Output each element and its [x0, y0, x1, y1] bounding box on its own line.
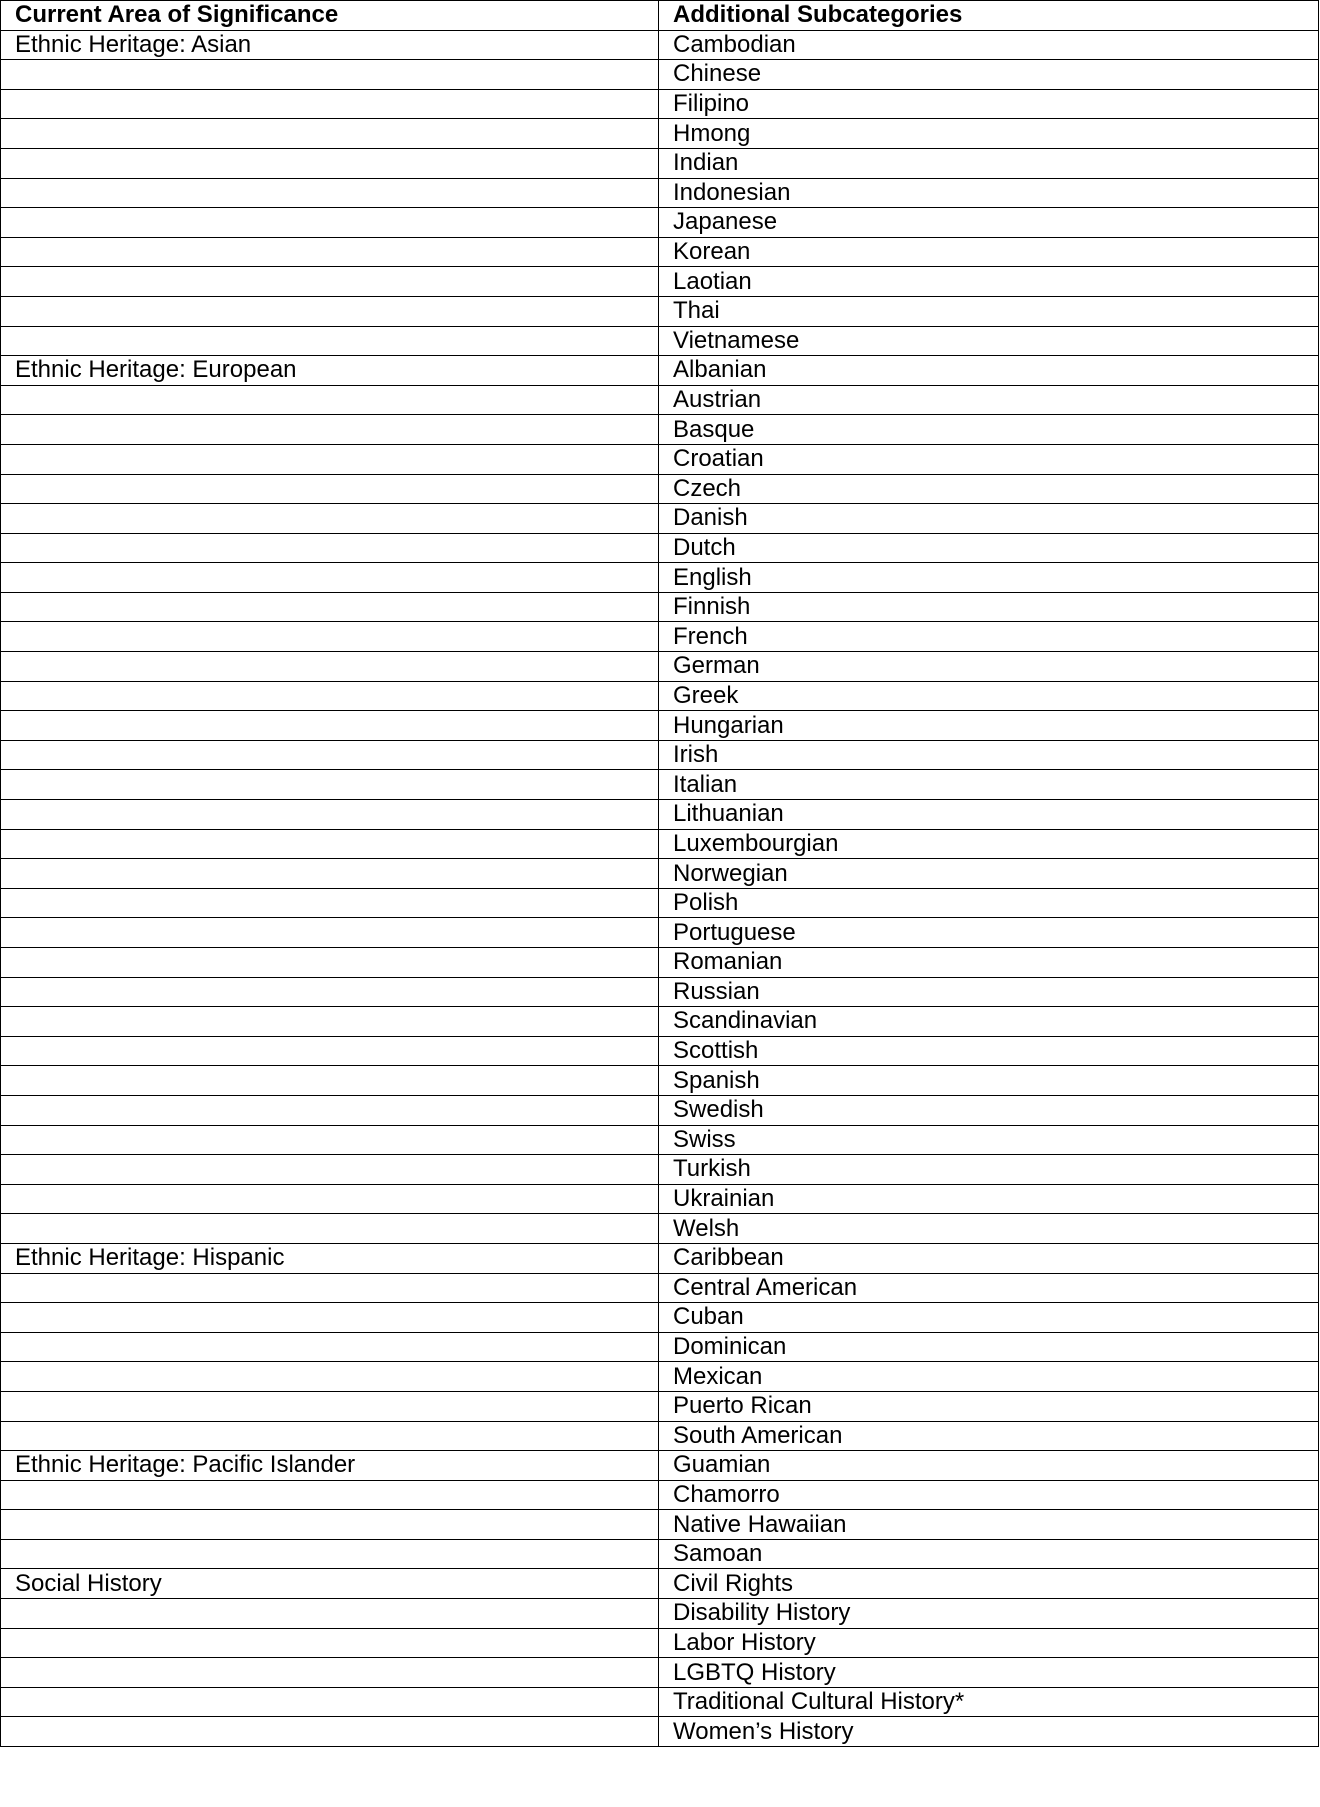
subcategory-cell: Albanian — [659, 356, 1319, 386]
table-row — [1, 977, 1319, 1007]
area-cell — [1, 208, 659, 238]
table-row — [1, 948, 1319, 978]
table-row — [1, 415, 1319, 445]
subcategory-cell: Russian — [659, 977, 1319, 1007]
area-cell — [1, 1184, 659, 1214]
area-cell — [1, 474, 659, 504]
table-row — [1, 1007, 1319, 1037]
area-cell — [1, 1125, 659, 1155]
area-cell — [1, 918, 659, 948]
table-row — [1, 1214, 1319, 1244]
table-row — [1, 474, 1319, 504]
table-row — [1, 267, 1319, 297]
subcategory-cell: Irish — [659, 740, 1319, 770]
column-header-subcategory: Additional Subcategories — [659, 1, 1319, 31]
table-row — [1, 178, 1319, 208]
subcategory-cell: English — [659, 563, 1319, 593]
area-cell — [1, 948, 659, 978]
area-cell — [1, 148, 659, 178]
subcategory-cell: Austrian — [659, 385, 1319, 415]
area-cell — [1, 563, 659, 593]
table-row — [1, 592, 1319, 622]
subcategory-cell: Indonesian — [659, 178, 1319, 208]
area-cell — [1, 1539, 659, 1569]
area-cell — [1, 888, 659, 918]
subcategory-cell: Croatian — [659, 444, 1319, 474]
subcategory-cell: Disability History — [659, 1599, 1319, 1629]
table-row — [1, 1687, 1319, 1717]
area-cell — [1, 859, 659, 889]
subcategory-cell: Finnish — [659, 592, 1319, 622]
subcategory-cell: Vietnamese — [659, 326, 1319, 356]
area-cell — [1, 1362, 659, 1392]
table-row — [1, 859, 1319, 889]
table-row — [1, 208, 1319, 238]
table-row — [1, 1036, 1319, 1066]
subcategory-cell: Dominican — [659, 1332, 1319, 1362]
area-cell — [1, 1480, 659, 1510]
subcategory-cell: South American — [659, 1421, 1319, 1451]
subcategory-cell: Norwegian — [659, 859, 1319, 889]
subcategory-cell: Cambodian — [659, 30, 1319, 60]
subcategory-cell: Swedish — [659, 1095, 1319, 1125]
area-cell — [1, 1628, 659, 1658]
subcategory-cell: Filipino — [659, 89, 1319, 119]
subcategory-cell: Thai — [659, 296, 1319, 326]
table-row — [1, 1184, 1319, 1214]
area-cell — [1, 385, 659, 415]
table-row — [1, 1599, 1319, 1629]
area-cell — [1, 1095, 659, 1125]
area-cell — [1, 444, 659, 474]
table-row — [1, 30, 1319, 60]
subcategory-cell: Swiss — [659, 1125, 1319, 1155]
table-header-row — [1, 1, 1319, 31]
area-cell — [1, 829, 659, 859]
subcategory-cell: Luxembourgian — [659, 829, 1319, 859]
subcategory-cell: Danish — [659, 504, 1319, 534]
table-row — [1, 1332, 1319, 1362]
table-row — [1, 1628, 1319, 1658]
subcategory-cell: Native Hawaiian — [659, 1510, 1319, 1540]
subcategory-cell: Scottish — [659, 1036, 1319, 1066]
area-cell: Social History — [1, 1569, 659, 1599]
table-body — [1, 30, 1319, 1746]
subcategory-cell: Laotian — [659, 267, 1319, 297]
area-cell — [1, 533, 659, 563]
area-cell — [1, 1421, 659, 1451]
area-cell: Ethnic Heritage: Asian — [1, 30, 659, 60]
subcategory-cell: Dutch — [659, 533, 1319, 563]
table-row — [1, 296, 1319, 326]
area-cell — [1, 1007, 659, 1037]
subcategory-cell: Korean — [659, 237, 1319, 267]
subcategory-cell: Greek — [659, 681, 1319, 711]
area-cell — [1, 89, 659, 119]
area-cell — [1, 1066, 659, 1096]
table-row — [1, 1717, 1319, 1747]
subcategory-cell: Labor History — [659, 1628, 1319, 1658]
area-cell — [1, 711, 659, 741]
table-row — [1, 652, 1319, 682]
area-cell — [1, 592, 659, 622]
area-cell — [1, 1510, 659, 1540]
table-row — [1, 1303, 1319, 1333]
table-row — [1, 533, 1319, 563]
subcategory-cell: Portuguese — [659, 918, 1319, 948]
area-cell — [1, 1036, 659, 1066]
table-row — [1, 444, 1319, 474]
area-cell — [1, 622, 659, 652]
subcategory-cell: Italian — [659, 770, 1319, 800]
table-row — [1, 1658, 1319, 1688]
area-cell — [1, 1391, 659, 1421]
area-cell: Ethnic Heritage: European — [1, 356, 659, 386]
area-cell — [1, 1332, 659, 1362]
area-cell — [1, 1155, 659, 1185]
table-row — [1, 740, 1319, 770]
table-row — [1, 711, 1319, 741]
area-cell — [1, 1658, 659, 1688]
area-cell — [1, 800, 659, 830]
subcategory-cell: Lithuanian — [659, 800, 1319, 830]
table-row — [1, 237, 1319, 267]
table-row — [1, 119, 1319, 149]
subcategory-cell: Guamian — [659, 1451, 1319, 1481]
table-row — [1, 1421, 1319, 1451]
table-row — [1, 888, 1319, 918]
table-row — [1, 60, 1319, 90]
table-row — [1, 148, 1319, 178]
area-cell — [1, 1687, 659, 1717]
table-row — [1, 385, 1319, 415]
subcategory-cell: German — [659, 652, 1319, 682]
area-cell — [1, 267, 659, 297]
subcategory-cell: Cuban — [659, 1303, 1319, 1333]
subcategory-cell: Chinese — [659, 60, 1319, 90]
subcategory-cell: Basque — [659, 415, 1319, 445]
area-cell — [1, 1214, 659, 1244]
table-row — [1, 1451, 1319, 1481]
subcategory-cell: Traditional Cultural History* — [659, 1687, 1319, 1717]
table-row — [1, 918, 1319, 948]
table-row — [1, 1510, 1319, 1540]
subcategory-cell: LGBTQ History — [659, 1658, 1319, 1688]
area-cell — [1, 1273, 659, 1303]
area-cell — [1, 178, 659, 208]
subcategory-cell: Romanian — [659, 948, 1319, 978]
table-row — [1, 1125, 1319, 1155]
table-row — [1, 1155, 1319, 1185]
table-row — [1, 800, 1319, 830]
area-cell: Ethnic Heritage: Pacific Islander — [1, 1451, 659, 1481]
subcategory-cell: Puerto Rican — [659, 1391, 1319, 1421]
subcategory-cell: Civil Rights — [659, 1569, 1319, 1599]
subcategory-cell: Hmong — [659, 119, 1319, 149]
area-cell — [1, 977, 659, 1007]
area-cell — [1, 681, 659, 711]
table-row — [1, 89, 1319, 119]
table-row — [1, 563, 1319, 593]
subcategory-cell: Chamorro — [659, 1480, 1319, 1510]
table-row — [1, 622, 1319, 652]
table-row — [1, 1391, 1319, 1421]
subcategory-cell: Mexican — [659, 1362, 1319, 1392]
table-row — [1, 1539, 1319, 1569]
table-row — [1, 1273, 1319, 1303]
table-row — [1, 829, 1319, 859]
table-row — [1, 1362, 1319, 1392]
subcategory-cell: Central American — [659, 1273, 1319, 1303]
table-row — [1, 1066, 1319, 1096]
subcategory-cell: Turkish — [659, 1155, 1319, 1185]
subcategory-cell: Hungarian — [659, 711, 1319, 741]
subcategory-cell: Women’s History — [659, 1717, 1319, 1747]
subcategory-cell: Ukrainian — [659, 1184, 1319, 1214]
area-cell — [1, 770, 659, 800]
subcategory-cell: Japanese — [659, 208, 1319, 238]
area-cell — [1, 119, 659, 149]
area-cell — [1, 296, 659, 326]
subcategory-cell: Spanish — [659, 1066, 1319, 1096]
subcategory-cell: Samoan — [659, 1539, 1319, 1569]
subcategory-cell: Polish — [659, 888, 1319, 918]
table-row — [1, 1569, 1319, 1599]
subcategory-cell: Czech — [659, 474, 1319, 504]
table-row — [1, 1480, 1319, 1510]
area-cell — [1, 740, 659, 770]
area-cell: Ethnic Heritage: Hispanic — [1, 1243, 659, 1273]
area-cell — [1, 1303, 659, 1333]
area-cell — [1, 652, 659, 682]
table-row — [1, 1243, 1319, 1273]
column-header-area: Current Area of Significance — [1, 1, 659, 31]
subcategory-cell: Scandinavian — [659, 1007, 1319, 1037]
area-cell — [1, 1599, 659, 1629]
subcategory-cell: Welsh — [659, 1214, 1319, 1244]
subcategory-cell: Indian — [659, 148, 1319, 178]
table-row — [1, 770, 1319, 800]
table-row — [1, 504, 1319, 534]
area-cell — [1, 60, 659, 90]
table-row — [1, 1095, 1319, 1125]
table-row — [1, 681, 1319, 711]
area-cell — [1, 326, 659, 356]
table-row — [1, 326, 1319, 356]
area-cell — [1, 415, 659, 445]
area-cell — [1, 1717, 659, 1747]
area-cell — [1, 504, 659, 534]
subcategory-cell: French — [659, 622, 1319, 652]
table-row — [1, 356, 1319, 386]
subcategory-cell: Caribbean — [659, 1243, 1319, 1273]
area-cell — [1, 237, 659, 267]
